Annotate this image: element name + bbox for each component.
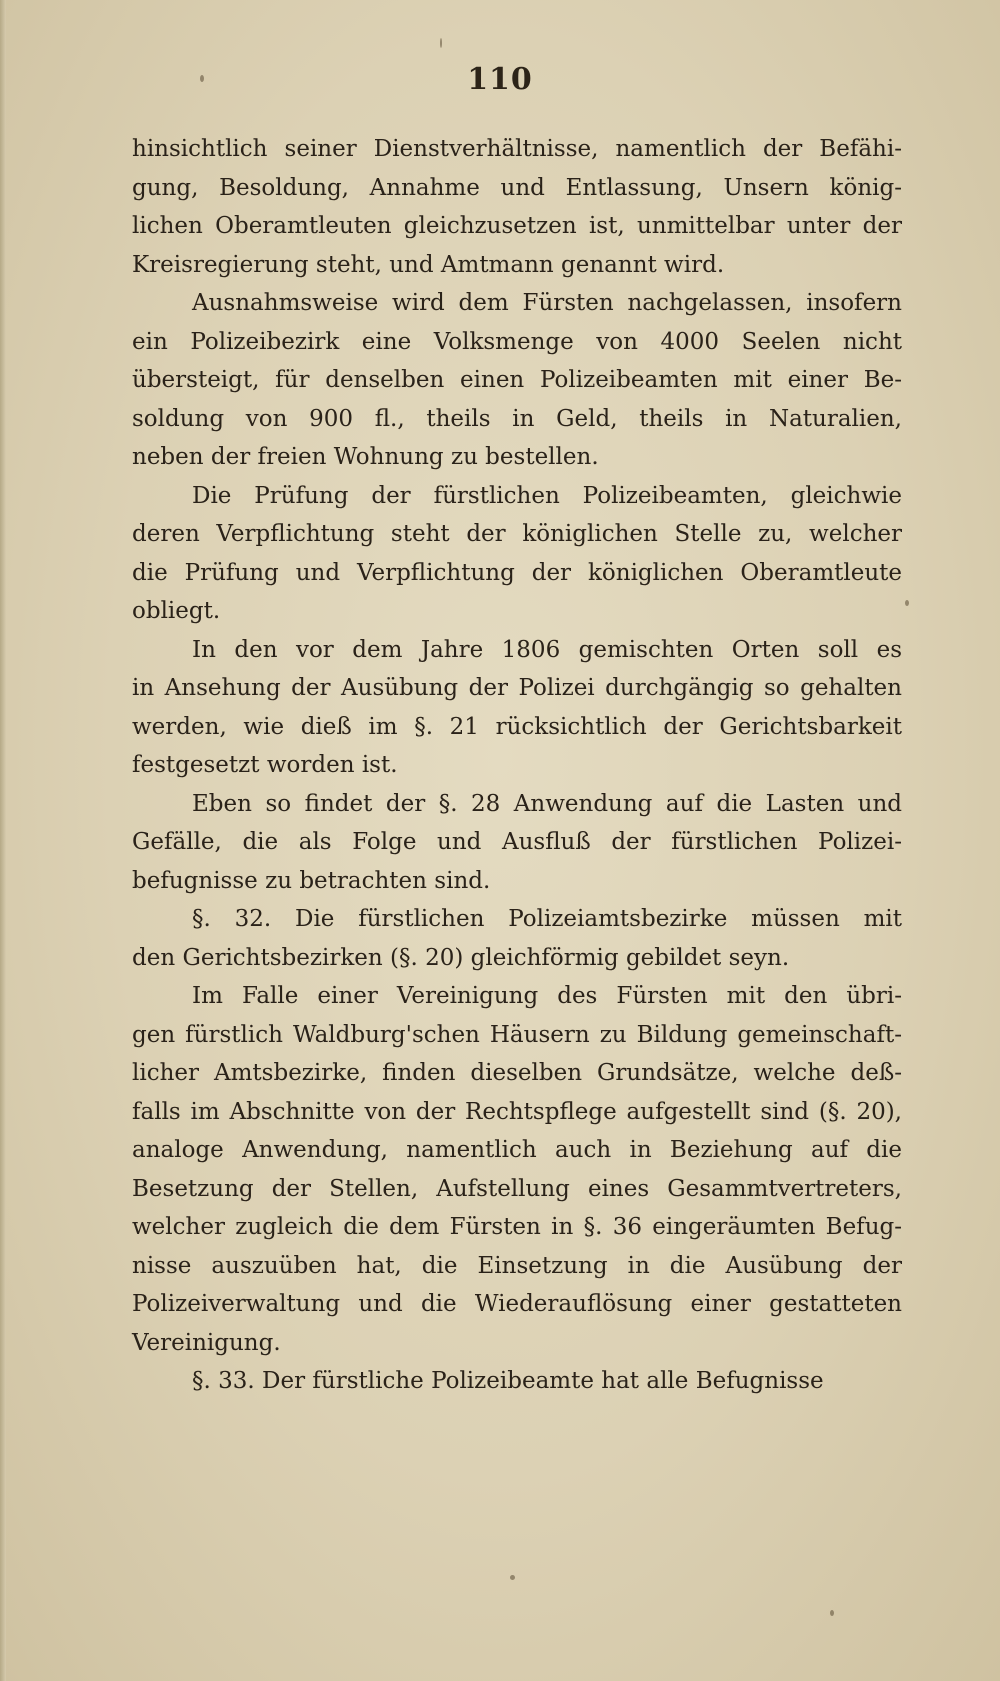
text-line: gung, Besoldung, Annahme und Entlassung, Unsern könig-	[132, 174, 902, 201]
text-line: §. 33. Der fürstliche Polizeibeamte hat alle Befugnisse	[192, 1368, 824, 1394]
text-line: nisse auszuüben hat, die Einsetzung in die Ausübung der	[132, 1252, 902, 1279]
text-line: hinsichtlich seiner Dienstverhältnisse, namentlich der Befähi-	[132, 136, 902, 162]
text-line: soldung von 900 fl., theils in Geld, theils in Naturalien,	[132, 405, 902, 432]
text-line: Die Prüfung der fürstlichen Polizeibeamten, gleichwie	[192, 482, 902, 509]
text-line: die Prüfung und Verpflichtung der königlichen Oberamtleute	[132, 559, 902, 586]
text-line: gen fürstlich Waldburg'schen Häusern zu Bildung gemeinschaft-	[132, 1021, 902, 1048]
text-line: falls im Abschnitte von der Rechtspflege aufgestellt sind (§. 20),	[132, 1098, 902, 1125]
text-line: In den vor dem Jahre 1806 gemischten Orten soll es	[192, 636, 902, 663]
text-line: §. 32. Die fürstlichen Polizeiamtsbezirke müssen mit	[192, 906, 902, 932]
page-number: 110	[467, 62, 533, 97]
ink-speck	[200, 75, 204, 82]
text-line: Gefälle, die als Folge und Ausfluß der fürstlichen Polizei-	[132, 829, 902, 855]
text-line: Vereinigung.	[132, 1329, 281, 1356]
ink-speck	[510, 1575, 515, 1580]
page-edge-shadow	[0, 0, 6, 1681]
text-line: befugnisse zu betrachten sind.	[132, 867, 491, 894]
ink-speck	[905, 600, 909, 606]
text-line: Kreisregierung steht, und Amtmann genannt wird.	[132, 251, 725, 278]
text-line: den Gerichtsbezirken (§. 20) gleichförmig gebildet seyn.	[132, 944, 790, 971]
text-line: Im Falle einer Vereinigung des Fürsten mit den übri-	[192, 983, 902, 1009]
paragraph	[132, 631, 902, 785]
text-line: lichen Oberamtleuten gleichzusetzen ist, unmittelbar unter der	[132, 213, 902, 239]
body-text	[132, 130, 902, 1401]
text-line: übersteigt, für denselben einen Polizeibeamten mit einer Be-	[132, 367, 902, 393]
text-line: neben der freien Wohnung zu bestellen.	[132, 444, 599, 470]
text-line: licher Amtsbezirke, finden dieselben Grundsätze, welche deß-	[132, 1060, 902, 1086]
text-line: welcher zugleich die dem Fürsten in §. 36 eingeräumten Befug-	[132, 1214, 902, 1240]
text-line: in Ansehung der Ausübung der Polizei durchgängig so gehalten	[132, 675, 902, 701]
text-line: werden, wie dieß im §. 21 rücksichtlich der Gerichtsbarkeit	[132, 713, 902, 740]
paragraph	[132, 1362, 902, 1401]
paragraph	[132, 477, 902, 631]
ink-speck	[830, 1610, 834, 1616]
text-line: ein Polizeibezirk eine Volksmenge von 4000 Seelen nicht	[132, 328, 902, 355]
ink-speck	[440, 38, 442, 48]
paragraph	[132, 977, 902, 1362]
text-line: analoge Anwendung, namentlich auch in Beziehung auf die	[132, 1137, 902, 1163]
text-line: festgesetzt worden ist.	[132, 752, 398, 778]
paragraph	[132, 785, 902, 901]
paragraph	[132, 130, 902, 284]
text-line: deren Verpflichtung steht der königlichen Stelle zu, welcher	[132, 521, 902, 547]
text-line: obliegt.	[132, 598, 221, 624]
text-line: Eben so findet der §. 28 Anwendung auf die Lasten und	[192, 790, 902, 817]
text-line: Polizeiverwaltung und die Wiederauflösung einer gestatteten	[132, 1291, 902, 1317]
text-line: Ausnahmsweise wird dem Fürsten nachgelassen, insofern	[192, 290, 902, 316]
text-line: Besetzung der Stellen, Aufstellung eines Gesammtvertreters,	[132, 1175, 902, 1202]
paragraph	[132, 900, 902, 977]
paragraph	[132, 284, 902, 477]
